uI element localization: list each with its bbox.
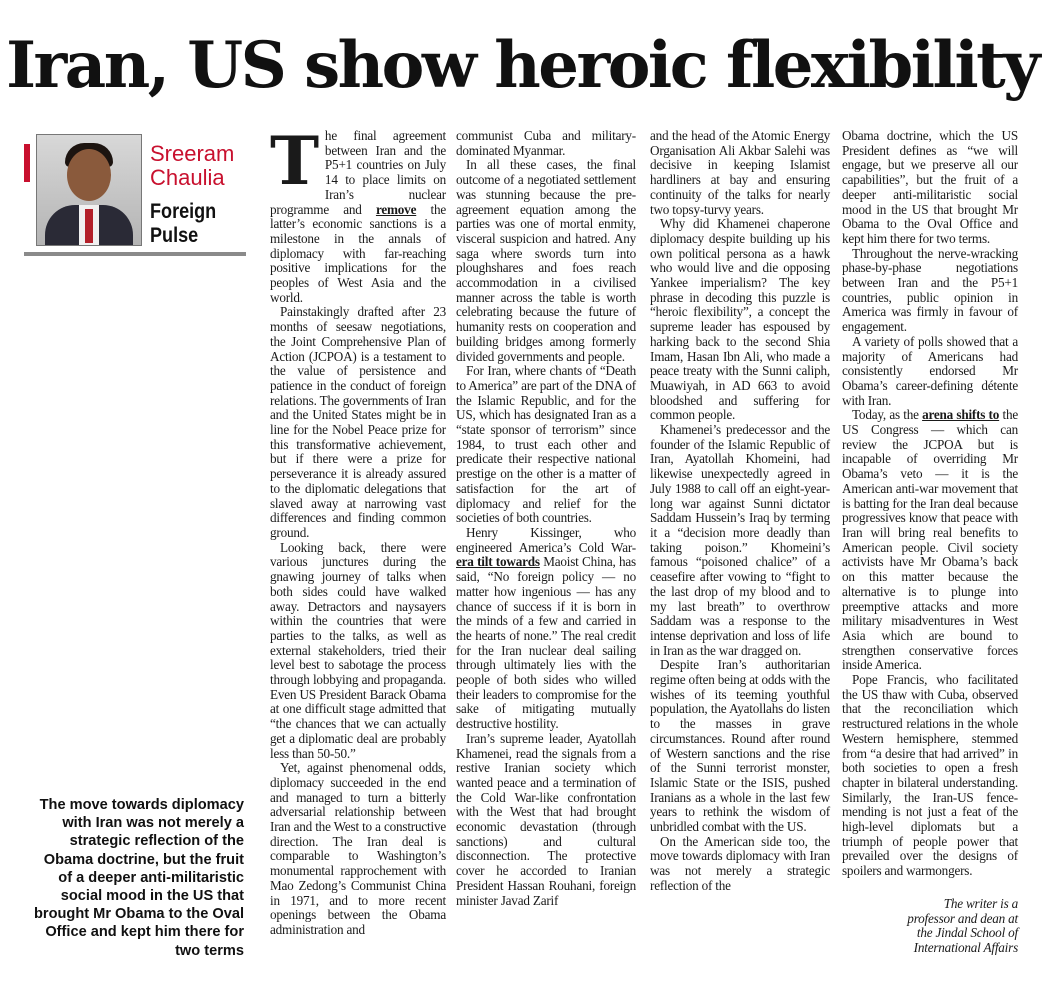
column-name	[150, 200, 216, 248]
author-bio-line: professor and dean at	[907, 910, 1018, 926]
paragraph: Obama doctrine, which the US President defines as “we will engage, but we preserve all our capabilities”, but the fruit of a deeper anti-militaristic social mood in the US that brought Mr Obama to the Oval Office and kept him there for two terms.	[842, 128, 1018, 246]
accent-bar	[24, 144, 30, 182]
inline-link[interactable]: remove	[375, 201, 417, 217]
column-name-line1: Foreign	[150, 200, 217, 223]
paragraph	[270, 122, 446, 305]
author-last-name: Chaulia	[150, 165, 225, 190]
paragraph: A variety of polls showed that a majority of Americans had consistently endorsed Mr Obama’s career-defining détente with Iran.	[842, 333, 1018, 408]
paragraph: For Iran, where chants of “Death to America” are part of the DNA of the Islamic Republic, and for the US, which has designated Iran as a “state sponsor of terrorism” since 1984, to trust each other and predicate their respective national prestige on the other is a matter of satisfaction for the art of diplomacy and relief for the societies of both countries.	[456, 363, 636, 526]
paragraph: Khamenei’s predecessor and the founder of the Islamic Republic of Iran, Ayatollah Khomeini, had likewise unexpectedly agreed in July 1988 to call off an eight-year-long war against Sunni dictator Saddam Hussein’s Iraq by terming it a “decision more deadly than taking poison.” Khomeini’s famous “poisoned chalice” of a ceasefire after vowing to “fight to the last drop of my blood and to my last breath” to overthrow Saddam was a response to the intense deprivation and loss of life in Iran as the war dragged on.	[650, 422, 830, 658]
inline-link[interactable]: arena shifts to	[922, 407, 1000, 423]
paragraph: In all these cases, the final outcome of a negotiated settlement was stunning because the pre-agreement equation among the parties was one of mortal enmity, visceral suspicion and hatred. Any saga where swords turn into ploughshares and foes reach accommodation in a civilised manner across the table is worth celebrating because the future of humanity rests on cooperation and building bridges among formerly divided governments and people.	[456, 157, 636, 364]
author-bio-line: The writer is a	[943, 895, 1018, 911]
paragraph: Iran’s supreme leader, Ayatollah Khamenei, read the signals from a restive Iranian society which wanted peace and a termination of the Cold War-like confrontation with the West that had brought economic devastation (through sanctions) and cultural disconnection. The protective cover he accorded to Iranian President Hassan Rouhani, foreign minister Javad Zarif	[456, 730, 636, 908]
text: Henry Kissinger, who engineered America’s Cold War-	[456, 524, 636, 555]
column-name-line2: Pulse	[150, 224, 199, 247]
paragraph: communist Cuba and military-dominated Myanmar.	[456, 128, 636, 158]
paragraph: Looking back, there were various junctures during the gnawing journey of talks when both sides could have walked away. Detractors and naysayers within the countries that were parties to the talks, as well as external stakeholders, tried their level best to sabotage the process through lobbying and propaganda. Even US President Barack Obama at one difficult stage admitted that “the chances that we can actually get a diplomatic deal are probably less than 50-50.”	[270, 539, 446, 761]
paragraph	[456, 526, 636, 732]
drop-cap: T	[270, 122, 319, 200]
article-column-3	[650, 129, 830, 894]
paragraph: Despite Iran’s authoritarian regime often being at odds with the wishes of its teeming youthful population, the Ayatollahs do listen to the masses in grave circumstances. Round after round of Western sanctions and the rise of the Sunni terrorist monster, Islamic State or the ISIS, pushed Iranians as a whole in the last few years to rethink the wisdom of unbridled combat with the US.	[650, 657, 830, 835]
author-bio	[842, 897, 1018, 956]
text: he final agreement between Iran and the P5+1 countries on July 14 to place limits on Iran’s nuclear programme and	[270, 128, 446, 217]
author-name	[150, 142, 234, 190]
author-bio-line: International Affairs	[913, 939, 1018, 955]
text: Today, as the	[852, 407, 923, 423]
headline: Iran, US show heroic flexibility	[6, 28, 1038, 103]
author-photo	[36, 134, 142, 246]
paragraph	[842, 408, 1018, 673]
paragraph: and the head of the Atomic Energy Organisation Ali Akbar Salehi was decisive in keeping Islamist hardliners at bay and ensuring continuity of the talks for nearly two topsy-turvy years.	[650, 128, 830, 217]
text: Maoist China, has said, “No foreign policy — no matter how ingenious — has any chance of success if it is born in the minds of a few and carried in the hearts of none.” The real credit for the Iran nuclear deal sailing through ultimately lies with the people of both sides who willed their leaders to compromise for the sake of mitigating mutually destructive hostility.	[456, 554, 636, 732]
byline-rule	[24, 252, 246, 256]
paragraph: Pope Francis, who facilitated the US thaw with Cuba, observed that the reconciliation which restructured relations in the whole Western hemisphere, stemmed from “a desire that had arrived” in both societies to open a fresh chapter in bilateral understanding. Similarly, the Iran-US fence-mending is not just a feat of the high-level diplomats but a triumph of people power that prevailed over the designs of spoilers and warmongers.	[842, 672, 1018, 879]
article-column-4	[842, 129, 1018, 956]
paragraph: Throughout the nerve-wracking phase-by-phase negotiations between Iran and the P5+1 countries, public opinion in America was firmly in favour of engagement.	[842, 245, 1018, 335]
author-first-name: Sreeram	[150, 141, 235, 166]
pull-quote: The move towards diplomacy with Iran was not merely a strategic reflection of the Obama doctrine, but the fruit of a deeper anti-militaristic social mood in the US that brought Mr Obama to the Oval Office and kept him there for two terms	[34, 797, 244, 959]
article-column-2	[456, 129, 636, 908]
inline-link[interactable]: era tilt towards	[456, 554, 540, 570]
author-bio-line: the Jindal School of	[916, 925, 1018, 941]
text: the US Congress — which can review the JCPOA but is incapable of overriding Mr Obama’s veto — it is the American anti-war movement that is batting for the Iran deal because progressives know that peace with Iran will bring real benefits to American people. Civil society activists have Mr Obama’s back on this matter because the alternative is to plunge into preemptive attacks and more military misadventures in West Asia which are bound to strengthen conservative forces inside America.	[842, 407, 1018, 673]
author-byline	[24, 134, 246, 254]
paragraph: Why did Khamenei chaperone diplomacy despite building up his own political persona as a hawk who would live and die opposing Yankee imperialism? The key phrase in decoding this puzzle is “heroic flexibility”, a concept the supreme leader has espoused by harking back to the second Shia Imam, Hasan Ibn Ali, who made a peace treaty with the Sunni caliph, Muawiyah, in AD 663 to avoid bloodshed and suffering for common people.	[650, 216, 830, 423]
paragraph: Painstakingly drafted after 23 months of seesaw negotiations, the Joint Comprehensive Plan of Action (JCPOA) is a testament to the value of persistence and patience in the conduct of foreign relations. The governments of Iran and the United States might be in line for the Nobel Peace prize for this transformative achievement, but if there were a prize for perseverance it is already assured to the diplomatic delegations that slaved away at narrowing vast differences and finding common ground.	[270, 304, 446, 540]
paragraph: Yet, against phenomenal odds, diplomacy succeeded in the end and managed to turn a bitterly adversarial relationship between Iran and the West to a constructive direction. The Iran deal is comparable to Washington’s monumental rapprochement with Mao Zedong’s Communist China in 1971, and to more recent openings between the Obama administration and	[270, 760, 446, 937]
article-column-1	[270, 122, 446, 938]
paragraph: On the American side too, the move towards diplomacy with Iran was not merely a strategic reflection of the	[650, 833, 830, 893]
text: the latter’s economic sanctions is a milestone in the annals of diplomacy with far-reaching positive implications for the peoples of West Asia and the world.	[270, 201, 446, 305]
